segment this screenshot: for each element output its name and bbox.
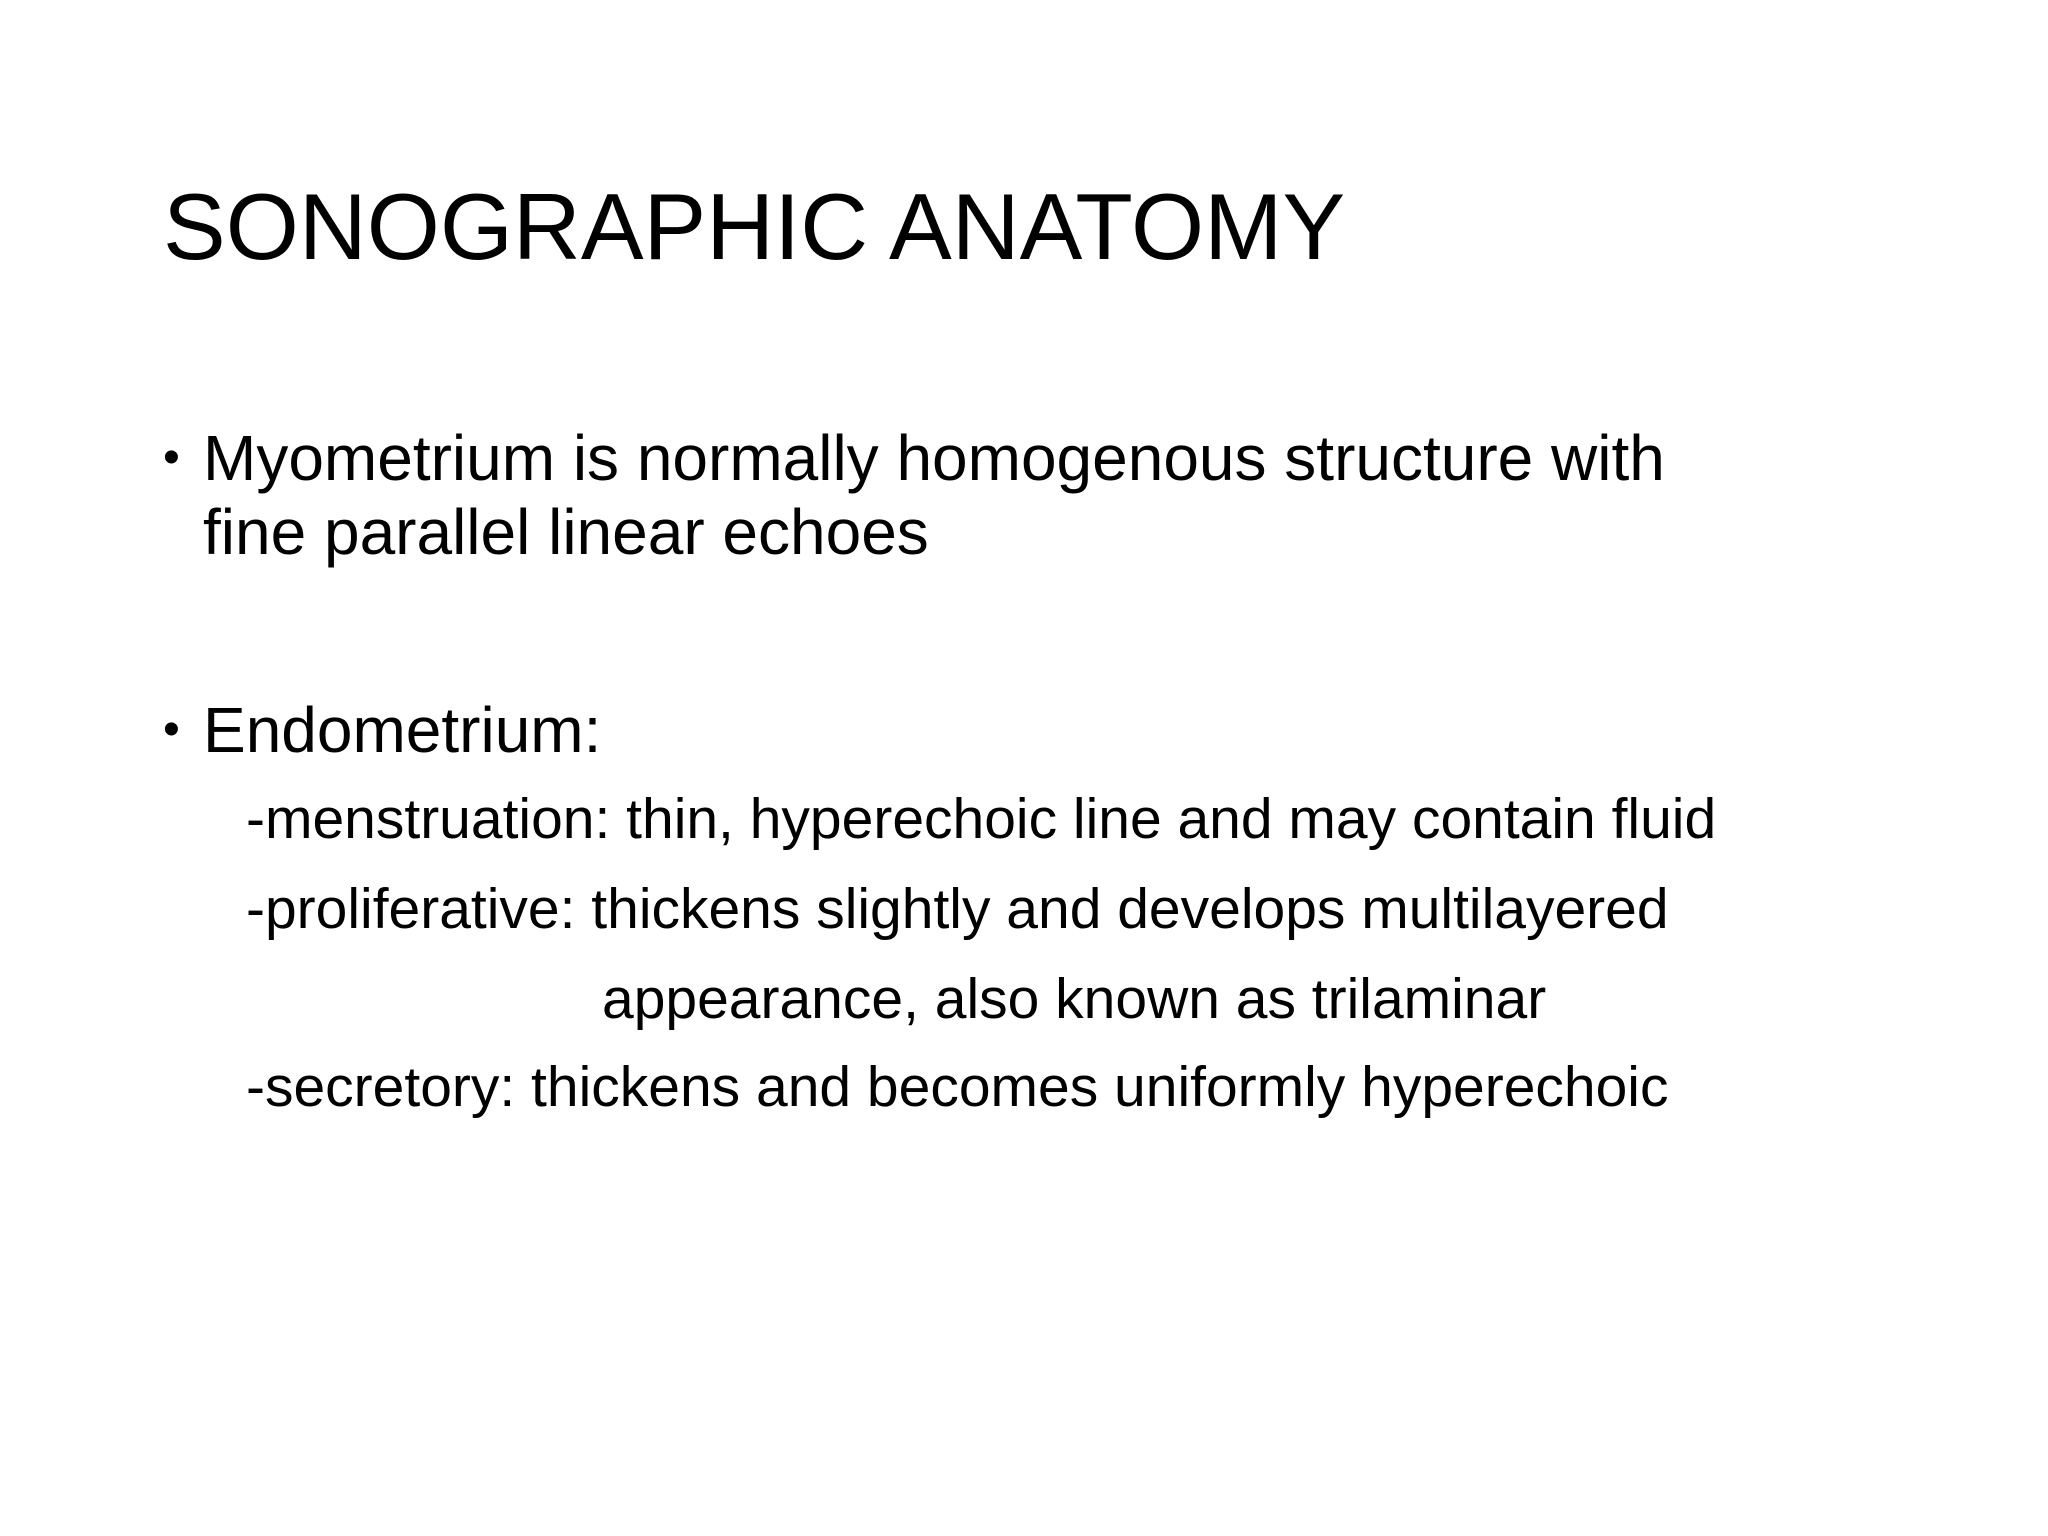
sub-item-proliferative-continued: appearance, also known as trilaminar bbox=[602, 967, 1547, 1031]
slide-title: SONOGRAPHIC ANATOMY bbox=[163, 174, 1346, 279]
bullet-text bbox=[203, 421, 1903, 569]
bullet-text bbox=[203, 693, 1903, 767]
bullet-line: Myometrium is normally homogenous structure with bbox=[203, 422, 1665, 494]
bullet-marker: • bbox=[163, 703, 180, 756]
sub-item-secretory: -secretory: thickens and becomes uniformly hyperechoic bbox=[246, 1055, 1669, 1119]
bullet-marker: • bbox=[163, 431, 180, 484]
bullet-line: fine parallel linear echoes bbox=[203, 496, 929, 568]
sub-item-proliferative: -proliferative: thickens slightly and develops multilayered bbox=[246, 877, 1669, 941]
bullet-line: Endometrium: bbox=[203, 694, 602, 766]
sub-item-menstruation: -menstruation: thin, hyperechoic line and may contain fluid bbox=[246, 787, 1717, 851]
